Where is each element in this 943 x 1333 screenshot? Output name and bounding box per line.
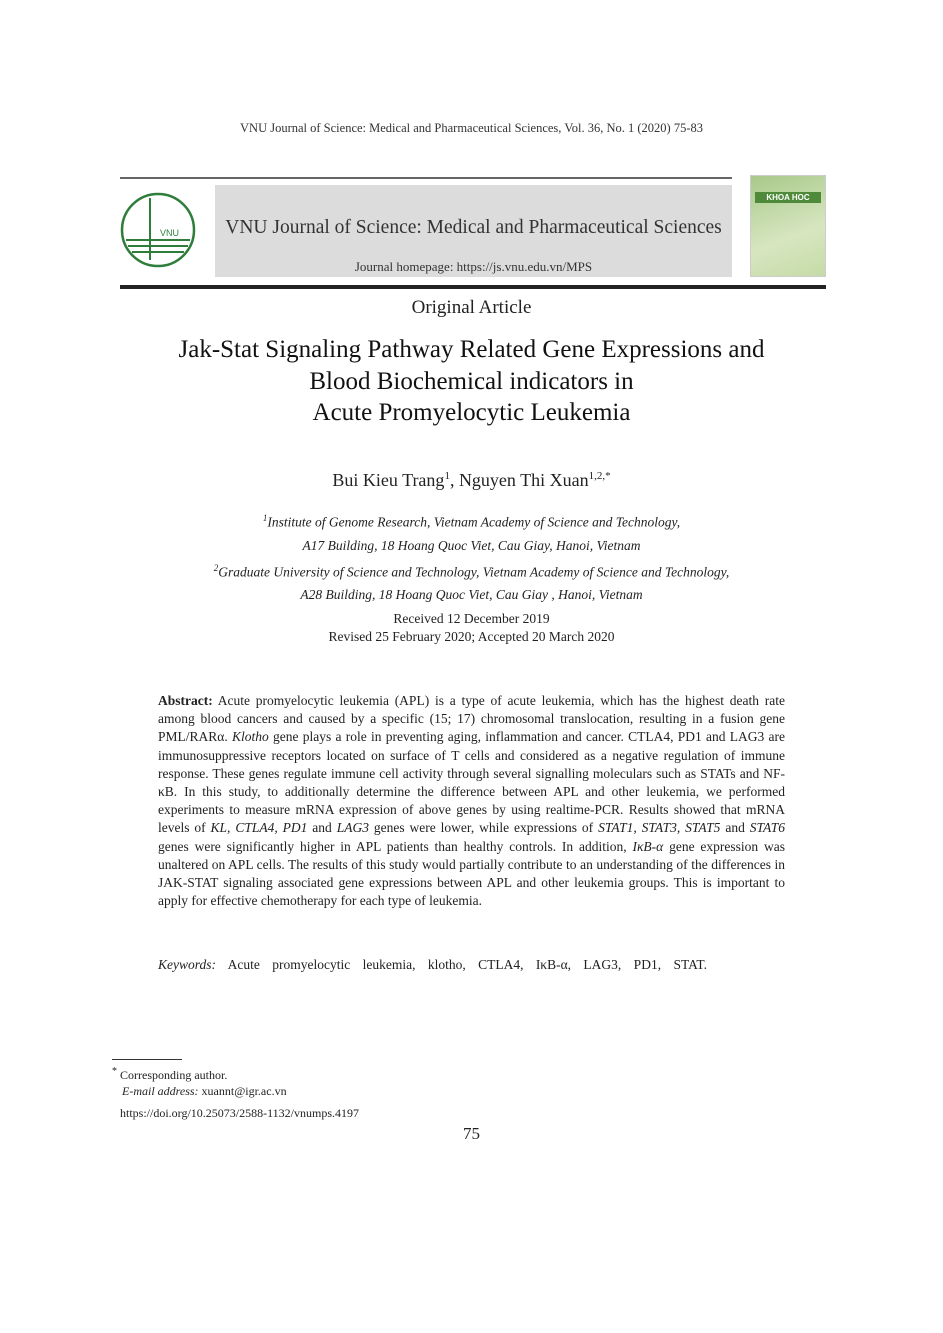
journal-homepage[interactable]: Journal homepage: https://js.vnu.edu.vn/MPS [354, 259, 593, 274]
vnu-logo [120, 192, 196, 268]
author-name: Bui Kieu Trang [332, 470, 445, 490]
abstract-segment: IκB-α [632, 838, 664, 854]
abstract-segment: genes were significantly higher in APL patients than healthy controls. In addition, [158, 838, 633, 854]
affil-mark: 1 [262, 513, 268, 523]
title-line: Jak-Stat Signaling Pathway Related Gene Expressions and [178, 336, 765, 363]
email-link[interactable]: xuannt@igr.ac.vn [201, 1084, 287, 1098]
abstract-segment: and [720, 820, 750, 836]
affil-mark: 2 [213, 562, 219, 573]
affiliation-line: Graduate University of Science and Technology, Vietnam Academy of Science and Technology, [218, 564, 730, 579]
author-affil: 1 [444, 470, 450, 482]
footnote [112, 1064, 287, 1099]
keywords-text: Acute promyelocytic leukemia, klotho, CTLA4, IκB-α, LAG3, PD1, STAT. [216, 957, 707, 972]
footnote-mark: * [112, 1066, 117, 1077]
title-line: Acute Promyelocytic Leukemia [312, 399, 631, 426]
abstract [158, 692, 785, 910]
affiliations [0, 507, 943, 606]
abstract-segment: gene expression was unaltered on APL cells. The results of this study would partially contribute to an understanding of the differences in JAK-STAT signaling associated gene expressions between APL and other leukemia groups. This is important to apply for effective chemotherapy for each type of leukemia. [158, 838, 785, 909]
abstract-segment: gene plays a role in preventing aging, inflammation and cancer. CTLA4, PD1 and LAG3 are immunosuppressive receptors located on surface of T cells and considered as a negative regulation of immune response. These genes regulate immune cell activity through several signalling moleculars such as STATs and NF-κB. In this study, to additionally determine the difference between APL and other leukemia, we performed experiments to measure mRNA expression of above genes by using realtime-PCR. Results showed that mRNA levels of [158, 729, 785, 836]
paper-title [0, 334, 943, 429]
article-type: Original Article [411, 297, 532, 318]
abstract-text [158, 693, 785, 908]
revised-accepted-date: Revised 25 February 2020; Accepted 20 March 2020 [328, 629, 615, 644]
journal-banner [215, 185, 732, 277]
running-header: VNU Journal of Science: Medical and Pharmaceutical Sciences, Vol. 36, No. 1 (2020) 75-83 [240, 121, 703, 135]
abstract-segment: Klotho [231, 729, 269, 745]
logo-text: VNU [160, 228, 180, 238]
affiliation-line: A17 Building, 18 Hoang Quoc Viet, Cau Giay, Hanoi, Vietnam [302, 537, 641, 553]
abstract-segment: STAT1, STAT3, STAT5 [598, 820, 721, 836]
abstract-segment: LAG3 [336, 820, 369, 836]
abstract-label: Abstract: [158, 693, 213, 708]
footnote-rule [112, 1059, 182, 1060]
title-line: Blood Biochemical indicators in [309, 367, 634, 395]
page-number: 75 [463, 1124, 480, 1143]
cover-title: KHOA HOC [755, 192, 821, 203]
header-rule [120, 177, 732, 179]
keywords-label: Keywords: [158, 957, 216, 972]
journal-cover-image [750, 175, 826, 277]
affiliation-line: Institute of Genome Research, Vietnam Academy of Science and Technology, [267, 514, 681, 530]
author-name: Nguyen Thi Xuan [458, 470, 589, 490]
email-label: E-mail address: [122, 1084, 199, 1098]
received-date: Received 12 December 2019 [393, 611, 550, 626]
dates [0, 610, 943, 646]
author-affil: 1,2,* [588, 470, 611, 482]
journal-title: VNU Journal of Science: Medical and Pharmaceutical Sciences [225, 217, 722, 238]
abstract-segment: KL, CTLA4, PD1 [210, 820, 308, 836]
abstract-segment: Acute promyelocytic leukemia (APL) is a type of acute leukemia, which has the highest death rate among blood cancers and caused by a specific (15; 17) chromosomal translocation, resulting in a fusion gene PML/RARα. [158, 693, 785, 745]
authors: Bui Kieu Trang$^1$, Nguyen Thi Xuan$^{1,2,*}$ [332, 470, 611, 490]
banner-rule [120, 285, 826, 289]
doi-link[interactable]: https://doi.org/10.25073/2588-1132/vnumps.4197 [120, 1106, 360, 1120]
abstract-segment: and [307, 820, 337, 836]
abstract-segment: genes were lower, while expressions of [368, 820, 599, 836]
corresponding-author: Corresponding author. [120, 1068, 228, 1082]
affiliation-line: A28 Building, 18 Hoang Quoc Viet, Cau Giay , Hanoi, Vietnam [300, 587, 643, 602]
abstract-segment: STAT6 [749, 820, 785, 836]
keywords [158, 957, 785, 973]
